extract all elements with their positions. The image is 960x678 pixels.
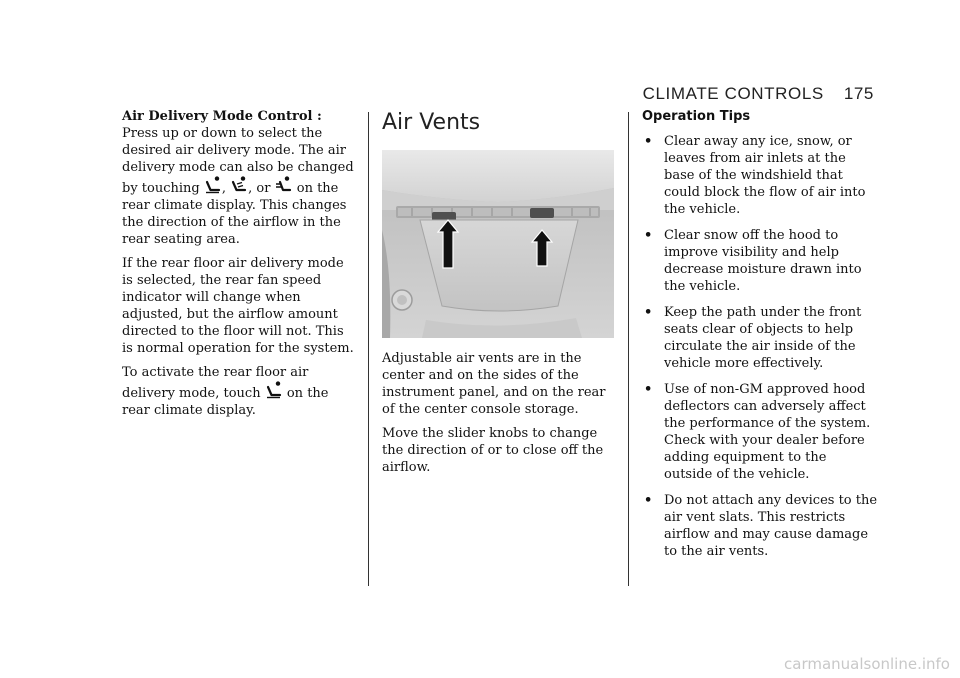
air-delivery-lead: Air Delivery Mode Control : <box>122 109 322 124</box>
section-name: CLIMATE CONTROLS <box>642 84 824 103</box>
column-left <box>122 108 354 426</box>
air-vents-paragraph-1: Adjustable air vents are in the center and on the sides of the instrument panel, and on the rear of the center console storage. <box>382 351 606 417</box>
activate-floor-paragraph <box>122 364 354 419</box>
operation-tips-title: Operation Tips <box>642 109 751 124</box>
tip-text: Use of non-GM approved hood deflectors can adversely affect the performance of the system. Check with your dealer before adding equipment to the outside of the vehicle. <box>664 382 871 482</box>
list-item <box>642 133 878 218</box>
page-header <box>643 84 874 104</box>
tip-text: Clear away any ice, snow, or leaves from air inlets at the base of the windshield that could block the flow of air into the vehicle. <box>664 134 866 217</box>
list-item <box>642 492 878 560</box>
column-divider-right <box>628 112 629 586</box>
column-right <box>642 108 878 569</box>
list-item <box>642 304 878 372</box>
list-item <box>642 381 878 483</box>
page-number: 175 <box>843 84 874 103</box>
bullet: • <box>644 228 653 243</box>
tip-text: Do not attach any devices to the air vent slats. This restricts airflow and may cause damage to the air vents. <box>664 493 878 559</box>
activate-floor-text: To activate the rear floor air delivery mode, touch <box>122 365 309 401</box>
rear-floor-mode-icon <box>265 381 283 399</box>
rear-bi-level-mode-icon <box>230 176 248 194</box>
separator-1: , <box>221 181 227 196</box>
activate-floor-text-end: on the rear climate display. <box>122 386 329 418</box>
air-delivery-paragraph <box>122 108 354 248</box>
air-vents-illustration <box>382 150 614 338</box>
bullet: • <box>644 493 653 508</box>
tip-text: Keep the path under the front seats clear of objects to help circulate the air inside of the vehicle more effectively. <box>664 305 862 371</box>
rear-floor-mode-icon <box>204 176 222 194</box>
column-divider-left <box>368 112 369 586</box>
tip-text: Clear snow off the hood to improve visibility and help decrease moisture drawn into the vehicle. <box>664 228 862 294</box>
watermark: carmanualsonline.info <box>784 655 950 673</box>
operation-tips-list <box>642 133 878 560</box>
air-delivery-text: Press up or down to select the desired air delivery mode. The air delivery mode can also be changed by touching <box>122 126 354 196</box>
separator-2: , or <box>248 181 271 196</box>
bullet: • <box>644 305 653 320</box>
air-vents-paragraph-2: Move the slider knobs to change the direction of or to close off the airflow. <box>382 426 604 475</box>
column-middle <box>382 110 614 483</box>
bullet: • <box>644 382 653 397</box>
air-delivery-text-end: on the rear climate display. This changes the direction of the airflow in the rear seating area. <box>122 181 347 247</box>
rear-vent-mode-icon <box>275 176 293 194</box>
rear-floor-paragraph: If the rear floor air delivery mode is selected, the rear fan speed indicator will change when adjusted, but the airflow amount directed to the floor will not. This is normal operation for the system. <box>122 256 354 356</box>
list-item <box>642 227 878 295</box>
air-vents-title: Air Vents <box>382 110 481 135</box>
bullet: • <box>644 134 653 149</box>
